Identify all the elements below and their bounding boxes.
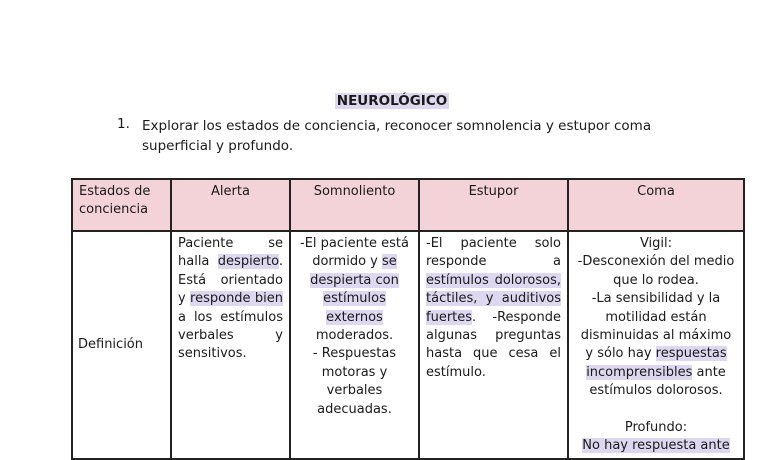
highlight: responde bien [190,291,283,307]
table-row [72,231,744,459]
cell-estupor [419,231,568,459]
cell-coma [568,231,744,459]
text: a los estímulos verbales y sensitivos. [178,309,283,362]
text: -La sensibilidad y la motilidad están disminuidas al máximo y sólo hay [580,291,732,362]
header-estados: Estados de conciencia [72,179,171,231]
coma-vigil-heading: Vigil: [639,236,673,251]
table-header-row [72,179,744,231]
highlight: se despierta con estímulos externos [310,254,399,325]
text: -El paciente solo responde a [426,236,561,270]
cell-somnoliento [290,231,419,459]
coma-profundo-heading: Profundo: [624,419,688,435]
text: . -Responde algunas preguntas hasta que cesa el estímulo. [426,309,561,380]
list-item-number: 1. [117,116,130,132]
text: . Está orientado y [178,254,283,307]
spacer [575,401,737,419]
highlight: respuestas incomprensibles [586,346,727,380]
header-somnoliento: Somnoliento [290,179,419,231]
highlight: No hay respuesta ante [582,438,730,454]
text: ante estímulos dolorosos. [589,364,726,399]
coma-line: -Desconexión del medio que lo rodea. [577,254,735,288]
header-coma: Coma [568,179,744,231]
highlight: despierto [217,254,279,270]
text: - Respuestas motoras y verbales adecuadas. [312,346,397,417]
text: moderados. [315,328,394,344]
header-estupor: Estupor [419,179,568,231]
highlight: estímulos dolorosos, táctiles, y auditivos fuertes [426,272,561,325]
row-label-definicion: Definición [72,231,171,459]
cell-alerta [171,231,290,459]
coma-line [575,437,737,455]
page-title: NEUROLÓGICO [336,93,448,109]
coma-line [575,290,737,400]
text: -El paciente está dormido y [300,236,409,270]
text: Paciente se halla [178,236,283,270]
list-item-text: Explorar los estados de conciencia, reconocer somnolencia y estupor coma superficial y profundo. [142,118,652,154]
header-alerta: Alerta [171,179,290,231]
consciousness-table [71,178,745,460]
